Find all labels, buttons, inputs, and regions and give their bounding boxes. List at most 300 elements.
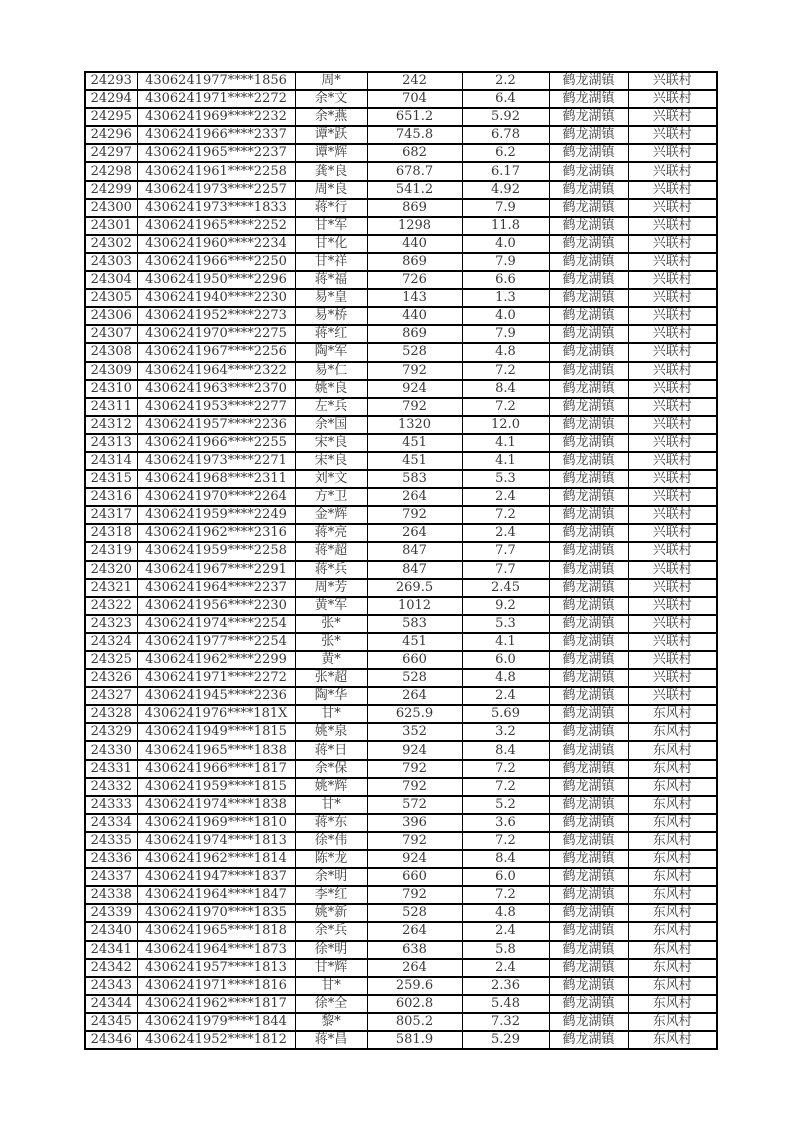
cell-id-number: 4306241973****1833 (137, 199, 295, 217)
cell-seq: 24300 (85, 199, 137, 217)
cell-name: 甘*化 (295, 235, 367, 253)
cell-amount: 704 (367, 90, 462, 108)
cell-rate: 7.2 (462, 886, 549, 904)
cell-rate: 6.78 (462, 126, 549, 144)
cell-seq: 24306 (85, 307, 137, 325)
table-row (85, 995, 717, 1013)
cell-seq: 24314 (85, 452, 137, 470)
cell-rate: 4.0 (462, 307, 549, 325)
cell-rate: 4.92 (462, 181, 549, 199)
cell-town: 鹤龙湖镇 (549, 162, 628, 180)
cell-town: 鹤龙湖镇 (549, 1013, 628, 1031)
cell-name: 蒋*东 (295, 814, 367, 832)
cell-amount: 583 (367, 470, 462, 488)
cell-name: 姚*新 (295, 904, 367, 922)
cell-amount: 602.8 (367, 995, 462, 1013)
cell-rate: 3.6 (462, 814, 549, 832)
cell-amount: 792 (367, 398, 462, 416)
cell-rate: 5.3 (462, 470, 549, 488)
cell-seq: 24324 (85, 633, 137, 651)
cell-rate: 4.1 (462, 633, 549, 651)
cell-town: 鹤龙湖镇 (549, 542, 628, 560)
cell-village: 兴联村 (628, 343, 717, 361)
cell-amount: 541.2 (367, 181, 462, 199)
table-row (85, 181, 717, 199)
cell-id-number: 4306241974****1813 (137, 832, 295, 850)
cell-name: 蒋*兵 (295, 561, 367, 579)
cell-seq: 24293 (85, 72, 137, 90)
cell-rate: 6.6 (462, 271, 549, 289)
table-row (85, 72, 717, 90)
cell-village: 兴联村 (628, 470, 717, 488)
cell-id-number: 4306241970****2264 (137, 488, 295, 506)
cell-village: 兴联村 (628, 235, 717, 253)
cell-rate: 7.7 (462, 542, 549, 560)
cell-rate: 6.4 (462, 90, 549, 108)
cell-id-number: 4306241968****2311 (137, 470, 295, 488)
cell-name: 蒋*红 (295, 325, 367, 343)
cell-name: 陈*龙 (295, 850, 367, 868)
cell-id-number: 4306241966****2337 (137, 126, 295, 144)
table-row (85, 615, 717, 633)
cell-amount: 660 (367, 868, 462, 886)
cell-amount: 259.6 (367, 977, 462, 995)
cell-town: 鹤龙湖镇 (549, 669, 628, 687)
cell-town: 鹤龙湖镇 (549, 90, 628, 108)
cell-seq: 24329 (85, 723, 137, 741)
cell-town: 鹤龙湖镇 (549, 506, 628, 524)
cell-village: 兴联村 (628, 561, 717, 579)
cell-id-number: 4306241971****1816 (137, 977, 295, 995)
cell-id-number: 4306241974****1838 (137, 796, 295, 814)
table-row (85, 941, 717, 959)
cell-town: 鹤龙湖镇 (549, 434, 628, 452)
cell-id-number: 4306241967****2291 (137, 561, 295, 579)
table-row (85, 108, 717, 126)
cell-name: 陶*军 (295, 343, 367, 361)
cell-rate: 8.4 (462, 741, 549, 759)
cell-town: 鹤龙湖镇 (549, 741, 628, 759)
cell-id-number: 4306241965****2237 (137, 144, 295, 162)
table-row (85, 362, 717, 380)
table-row (85, 452, 717, 470)
cell-id-number: 4306241969****1810 (137, 814, 295, 832)
cell-name: 蒋*超 (295, 542, 367, 560)
cell-seq: 24331 (85, 760, 137, 778)
cell-amount: 528 (367, 343, 462, 361)
cell-town: 鹤龙湖镇 (549, 524, 628, 542)
cell-id-number: 4306241952****2273 (137, 307, 295, 325)
cell-seq: 24330 (85, 741, 137, 759)
cell-village: 东风村 (628, 941, 717, 959)
cell-rate: 7.7 (462, 561, 549, 579)
cell-id-number: 4306241953****2277 (137, 398, 295, 416)
table-row (85, 289, 717, 307)
table-row (85, 868, 717, 886)
cell-town: 鹤龙湖镇 (549, 597, 628, 615)
cell-village: 兴联村 (628, 579, 717, 597)
cell-seq: 24302 (85, 235, 137, 253)
cell-amount: 660 (367, 651, 462, 669)
cell-town: 鹤龙湖镇 (549, 886, 628, 904)
cell-town: 鹤龙湖镇 (549, 995, 628, 1013)
cell-id-number: 4306241964****2322 (137, 362, 295, 380)
cell-amount: 264 (367, 488, 462, 506)
cell-seq: 24295 (85, 108, 137, 126)
table-row (85, 579, 717, 597)
cell-seq: 24326 (85, 669, 137, 687)
cell-town: 鹤龙湖镇 (549, 470, 628, 488)
cell-seq: 24339 (85, 904, 137, 922)
cell-village: 东风村 (628, 1031, 717, 1049)
cell-amount: 572 (367, 796, 462, 814)
cell-name: 甘*祥 (295, 253, 367, 271)
cell-town: 鹤龙湖镇 (549, 723, 628, 741)
table-row (85, 723, 717, 741)
cell-town: 鹤龙湖镇 (549, 615, 628, 633)
cell-amount: 726 (367, 271, 462, 289)
table-row (85, 796, 717, 814)
cell-town: 鹤龙湖镇 (549, 904, 628, 922)
cell-name: 余*国 (295, 416, 367, 434)
cell-id-number: 4306241962****2299 (137, 651, 295, 669)
table-row (85, 325, 717, 343)
cell-town: 鹤龙湖镇 (549, 362, 628, 380)
cell-seq: 24310 (85, 380, 137, 398)
cell-amount: 264 (367, 922, 462, 940)
cell-town: 鹤龙湖镇 (549, 760, 628, 778)
cell-rate: 12.0 (462, 416, 549, 434)
cell-name: 余*保 (295, 760, 367, 778)
cell-name: 易*仁 (295, 362, 367, 380)
cell-name: 张*超 (295, 669, 367, 687)
cell-name: 张* (295, 615, 367, 633)
cell-rate: 7.2 (462, 506, 549, 524)
cell-village: 东风村 (628, 778, 717, 796)
table-row (85, 162, 717, 180)
cell-village: 东风村 (628, 868, 717, 886)
cell-id-number: 4306241945****2236 (137, 687, 295, 705)
cell-village: 兴联村 (628, 380, 717, 398)
cell-seq: 24309 (85, 362, 137, 380)
cell-seq: 24319 (85, 542, 137, 560)
cell-amount: 638 (367, 941, 462, 959)
table-row (85, 1013, 717, 1031)
cell-name: 黎* (295, 1013, 367, 1031)
cell-seq: 24307 (85, 325, 137, 343)
table-row (85, 488, 717, 506)
cell-rate: 4.0 (462, 235, 549, 253)
cell-rate: 2.4 (462, 524, 549, 542)
cell-rate: 4.8 (462, 669, 549, 687)
cell-id-number: 4306241957****2236 (137, 416, 295, 434)
cell-amount: 528 (367, 669, 462, 687)
cell-amount: 1298 (367, 217, 462, 235)
cell-id-number: 4306241950****2296 (137, 271, 295, 289)
cell-name: 龚*良 (295, 162, 367, 180)
cell-village: 兴联村 (628, 271, 717, 289)
cell-id-number: 4306241964****2237 (137, 579, 295, 597)
cell-id-number: 4306241959****2249 (137, 506, 295, 524)
cell-id-number: 4306241969****2232 (137, 108, 295, 126)
cell-seq: 24312 (85, 416, 137, 434)
cell-seq: 24305 (85, 289, 137, 307)
cell-name: 蒋*日 (295, 741, 367, 759)
cell-id-number: 4306241971****2272 (137, 90, 295, 108)
cell-id-number: 4306241966****1817 (137, 760, 295, 778)
cell-village: 兴联村 (628, 416, 717, 434)
cell-village: 兴联村 (628, 253, 717, 271)
cell-name: 左*兵 (295, 398, 367, 416)
cell-amount: 451 (367, 434, 462, 452)
cell-id-number: 4306241973****2257 (137, 181, 295, 199)
cell-town: 鹤龙湖镇 (549, 307, 628, 325)
cell-amount: 924 (367, 850, 462, 868)
cell-village: 兴联村 (628, 181, 717, 199)
cell-amount: 1012 (367, 597, 462, 615)
table-row (85, 832, 717, 850)
records-table (84, 71, 718, 1050)
cell-village: 东风村 (628, 796, 717, 814)
cell-village: 兴联村 (628, 362, 717, 380)
cell-amount: 242 (367, 72, 462, 90)
records-table-body (85, 72, 717, 1049)
cell-rate: 2.36 (462, 977, 549, 995)
cell-seq: 24313 (85, 434, 137, 452)
cell-town: 鹤龙湖镇 (549, 235, 628, 253)
cell-seq: 24308 (85, 343, 137, 361)
cell-seq: 24344 (85, 995, 137, 1013)
cell-town: 鹤龙湖镇 (549, 778, 628, 796)
cell-rate: 7.2 (462, 362, 549, 380)
cell-amount: 1320 (367, 416, 462, 434)
cell-seq: 24303 (85, 253, 137, 271)
cell-seq: 24321 (85, 579, 137, 597)
table-row (85, 126, 717, 144)
cell-town: 鹤龙湖镇 (549, 181, 628, 199)
cell-seq: 24311 (85, 398, 137, 416)
cell-village: 兴联村 (628, 289, 717, 307)
cell-id-number: 4306241966****2255 (137, 434, 295, 452)
table-row (85, 271, 717, 289)
cell-town: 鹤龙湖镇 (549, 253, 628, 271)
table-row (85, 380, 717, 398)
cell-rate: 4.8 (462, 343, 549, 361)
cell-village: 东风村 (628, 832, 717, 850)
cell-village: 东风村 (628, 741, 717, 759)
cell-rate: 6.2 (462, 144, 549, 162)
cell-town: 鹤龙湖镇 (549, 289, 628, 307)
cell-rate: 3.2 (462, 723, 549, 741)
cell-id-number: 4306241964****1847 (137, 886, 295, 904)
cell-seq: 24341 (85, 941, 137, 959)
cell-seq: 24317 (85, 506, 137, 524)
cell-name: 宋*良 (295, 434, 367, 452)
cell-name: 甘* (295, 796, 367, 814)
cell-amount: 869 (367, 253, 462, 271)
cell-village: 兴联村 (628, 126, 717, 144)
table-row (85, 977, 717, 995)
cell-name: 周*芳 (295, 579, 367, 597)
table-row (85, 416, 717, 434)
cell-town: 鹤龙湖镇 (549, 452, 628, 470)
table-row (85, 144, 717, 162)
cell-seq: 24299 (85, 181, 137, 199)
table-row (85, 506, 717, 524)
cell-town: 鹤龙湖镇 (549, 832, 628, 850)
cell-town: 鹤龙湖镇 (549, 271, 628, 289)
cell-rate: 2.4 (462, 488, 549, 506)
cell-id-number: 4306241962****2316 (137, 524, 295, 542)
cell-amount: 869 (367, 325, 462, 343)
cell-village: 东风村 (628, 995, 717, 1013)
cell-id-number: 4306241976****181X (137, 705, 295, 723)
cell-name: 陶*华 (295, 687, 367, 705)
cell-rate: 2.4 (462, 922, 549, 940)
cell-rate: 1.3 (462, 289, 549, 307)
table-row (85, 199, 717, 217)
cell-amount: 583 (367, 615, 462, 633)
table-row (85, 470, 717, 488)
cell-seq: 24328 (85, 705, 137, 723)
cell-rate: 2.4 (462, 687, 549, 705)
cell-village: 兴联村 (628, 90, 717, 108)
cell-amount: 651.2 (367, 108, 462, 126)
cell-town: 鹤龙湖镇 (549, 380, 628, 398)
cell-id-number: 4306241974****2254 (137, 615, 295, 633)
cell-rate: 7.9 (462, 325, 549, 343)
cell-town: 鹤龙湖镇 (549, 850, 628, 868)
table-row (85, 886, 717, 904)
cell-rate: 4.8 (462, 904, 549, 922)
cell-id-number: 4306241959****2258 (137, 542, 295, 560)
cell-rate: 8.4 (462, 380, 549, 398)
cell-amount: 269.5 (367, 579, 462, 597)
cell-village: 东风村 (628, 977, 717, 995)
cell-village: 兴联村 (628, 325, 717, 343)
cell-name: 周* (295, 72, 367, 90)
cell-town: 鹤龙湖镇 (549, 633, 628, 651)
cell-town: 鹤龙湖镇 (549, 579, 628, 597)
cell-amount: 847 (367, 561, 462, 579)
cell-town: 鹤龙湖镇 (549, 977, 628, 995)
table-row (85, 1031, 717, 1049)
cell-rate: 5.29 (462, 1031, 549, 1049)
cell-village: 兴联村 (628, 687, 717, 705)
cell-id-number: 4306241960****2234 (137, 235, 295, 253)
cell-village: 兴联村 (628, 506, 717, 524)
cell-name: 姚*辉 (295, 778, 367, 796)
cell-name: 蒋*行 (295, 199, 367, 217)
cell-rate: 5.3 (462, 615, 549, 633)
cell-village: 兴联村 (628, 398, 717, 416)
cell-seq: 24343 (85, 977, 137, 995)
cell-amount: 745.8 (367, 126, 462, 144)
cell-name: 余*文 (295, 90, 367, 108)
cell-id-number: 4306241965****1838 (137, 741, 295, 759)
cell-id-number: 4306241949****1815 (137, 723, 295, 741)
table-row (85, 904, 717, 922)
cell-name: 甘*辉 (295, 959, 367, 977)
cell-rate: 4.1 (462, 434, 549, 452)
cell-seq: 24345 (85, 1013, 137, 1031)
cell-name: 黄*军 (295, 597, 367, 615)
cell-name: 金*辉 (295, 506, 367, 524)
cell-id-number: 4306241952****1812 (137, 1031, 295, 1049)
cell-amount: 396 (367, 814, 462, 832)
cell-amount: 682 (367, 144, 462, 162)
table-row (85, 217, 717, 235)
cell-amount: 869 (367, 199, 462, 217)
cell-amount: 440 (367, 235, 462, 253)
cell-town: 鹤龙湖镇 (549, 922, 628, 940)
cell-name: 黄* (295, 651, 367, 669)
cell-town: 鹤龙湖镇 (549, 325, 628, 343)
cell-name: 徐*明 (295, 941, 367, 959)
cell-village: 兴联村 (628, 162, 717, 180)
cell-rate: 6.17 (462, 162, 549, 180)
cell-town: 鹤龙湖镇 (549, 1031, 628, 1049)
table-row (85, 705, 717, 723)
cell-rate: 7.2 (462, 398, 549, 416)
cell-town: 鹤龙湖镇 (549, 72, 628, 90)
table-row (85, 235, 717, 253)
cell-amount: 528 (367, 904, 462, 922)
cell-village: 兴联村 (628, 597, 717, 615)
cell-seq: 24325 (85, 651, 137, 669)
cell-rate: 9.2 (462, 597, 549, 615)
cell-town: 鹤龙湖镇 (549, 488, 628, 506)
cell-amount: 451 (367, 633, 462, 651)
cell-rate: 2.45 (462, 579, 549, 597)
cell-town: 鹤龙湖镇 (549, 687, 628, 705)
cell-seq: 24342 (85, 959, 137, 977)
table-row (85, 850, 717, 868)
cell-name: 甘* (295, 977, 367, 995)
table-row (85, 253, 717, 271)
cell-name: 徐*伟 (295, 832, 367, 850)
cell-rate: 7.9 (462, 253, 549, 271)
cell-seq: 24323 (85, 615, 137, 633)
cell-id-number: 4306241959****1815 (137, 778, 295, 796)
cell-name: 谭*辉 (295, 144, 367, 162)
cell-name: 易*皇 (295, 289, 367, 307)
cell-name: 姚*良 (295, 380, 367, 398)
cell-town: 鹤龙湖镇 (549, 416, 628, 434)
cell-seq: 24334 (85, 814, 137, 832)
cell-id-number: 4306241965****2252 (137, 217, 295, 235)
cell-rate: 6.0 (462, 868, 549, 886)
cell-rate: 2.4 (462, 959, 549, 977)
cell-town: 鹤龙湖镇 (549, 108, 628, 126)
cell-village: 东风村 (628, 959, 717, 977)
cell-id-number: 4306241973****2271 (137, 452, 295, 470)
table-row (85, 778, 717, 796)
cell-town: 鹤龙湖镇 (549, 941, 628, 959)
cell-seq: 24332 (85, 778, 137, 796)
table-row (85, 524, 717, 542)
cell-id-number: 4306241977****1856 (137, 72, 295, 90)
cell-id-number: 4306241940****2230 (137, 289, 295, 307)
cell-town: 鹤龙湖镇 (549, 796, 628, 814)
cell-village: 东风村 (628, 886, 717, 904)
cell-name: 蒋*福 (295, 271, 367, 289)
cell-seq: 24298 (85, 162, 137, 180)
cell-rate: 7.9 (462, 199, 549, 217)
cell-name: 甘*军 (295, 217, 367, 235)
cell-name: 刘*文 (295, 470, 367, 488)
cell-rate: 7.32 (462, 1013, 549, 1031)
